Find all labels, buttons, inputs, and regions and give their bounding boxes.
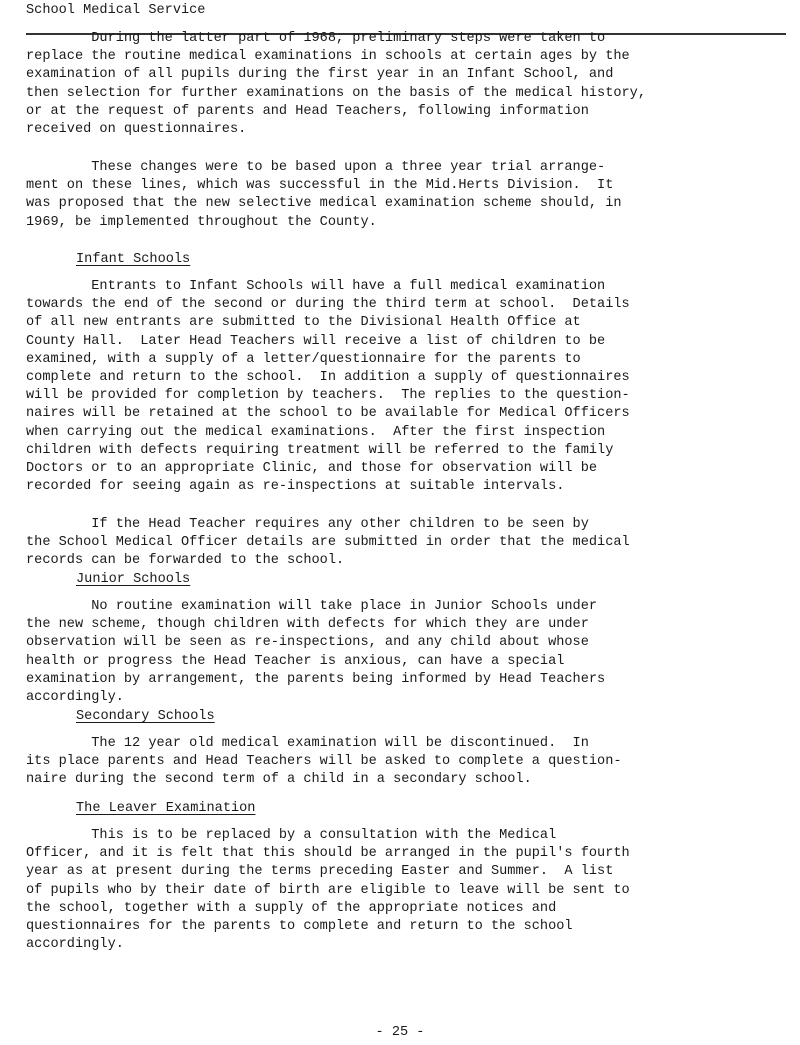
- text-line: its place parents and Head Teachers will be asked to complete a question-: [26, 754, 622, 770]
- text-line: County Hall. Later Head Teachers will receive a list of children to be: [26, 333, 606, 349]
- text-line: was proposed that the new selective medical examination scheme should, in: [26, 196, 622, 212]
- text-line: or at the request of parents and Head Teachers, following information: [26, 103, 589, 119]
- text-line: the school, together with a supply of the appropriate notices and: [26, 900, 557, 916]
- section-heading-leaver-examination: The Leaver Examination: [76, 801, 256, 816]
- text-line: examination by arrangement, the parents being informed by Head Teachers: [26, 671, 606, 687]
- text-line: These changes were to be based upon a three year trial arrange-: [26, 160, 606, 175]
- junior-paragraph: [26, 598, 790, 707]
- infant-paragraph-2: [26, 516, 790, 571]
- text-line: received on questionnaires.: [26, 122, 247, 138]
- leaver-paragraph: [26, 827, 790, 954]
- text-line: children with defects requiring treatment will be referred to the family: [26, 442, 614, 458]
- text-line: Officer, and it is felt that this should be arranged in the pupil's fourth: [26, 846, 630, 862]
- infant-paragraph-1: [26, 278, 790, 496]
- text-line: naire during the second term of a child in a secondary school.: [26, 772, 532, 788]
- text-line: During the latter part of 1968, preliminary steps were taken to: [26, 31, 606, 46]
- section-heading-infant-schools: Infant Schools: [76, 252, 191, 267]
- text-line: No routine examination will take place in Junior Schools under: [26, 599, 598, 614]
- page-title: School Medical Service: [26, 3, 206, 18]
- section-heading-secondary-schools: Secondary Schools: [76, 709, 215, 724]
- page-number: - 25 -: [375, 1025, 425, 1040]
- text-line: recorded for seeing again as re-inspections at suitable intervals.: [26, 479, 565, 495]
- text-line: naires will be retained at the school to be available for Medical Officers: [26, 406, 630, 422]
- text-line: The 12 year old medical examination will be discontinued. In: [26, 736, 589, 751]
- text-line: ment on these lines, which was successful in the Mid.Herts Division. It: [26, 178, 614, 194]
- text-line: will be provided for completion by teachers. The replies to the question-: [26, 388, 630, 404]
- text-line: of all new entrants are submitted to the Divisional Health Office at: [26, 315, 581, 331]
- text-line: then selection for further examinations on the basis of the medical history,: [26, 85, 646, 101]
- text-line: 1969, be implemented throughout the County.: [26, 214, 377, 230]
- text-line: complete and return to the school. In addition a supply of questionnaires: [26, 370, 630, 386]
- text-line: Entrants to Infant Schools will have a full medical examination: [26, 279, 606, 294]
- intro-paragraph-1: [26, 30, 790, 139]
- text-line: Doctors or to an appropriate Clinic, and those for observation will be: [26, 461, 598, 477]
- text-line: accordingly.: [26, 937, 124, 953]
- text-line: the new scheme, though children with defects for which they are under: [26, 617, 589, 633]
- intro-paragraph-2: [26, 159, 790, 232]
- section-heading-junior-schools: Junior Schools: [76, 572, 191, 587]
- text-line: towards the end of the second or during the third term at school. Details: [26, 297, 630, 313]
- text-line: when carrying out the medical examinations. After the first inspection: [26, 424, 606, 440]
- text-line: examination of all pupils during the first year in an Infant School, and: [26, 67, 614, 83]
- text-line: of pupils who by their date of birth are eligible to leave will be sent to: [26, 882, 630, 898]
- text-line: replace the routine medical examinations in schools at certain ages by the: [26, 49, 630, 65]
- text-line: If the Head Teacher requires any other children to be seen by: [26, 517, 589, 532]
- secondary-paragraph: [26, 735, 790, 790]
- text-line: health or progress the Head Teacher is anxious, can have a special: [26, 653, 565, 669]
- text-line: records can be forwarded to the school.: [26, 553, 345, 569]
- text-line: observation will be seen as re-inspections, and any child about whose: [26, 635, 589, 651]
- text-line: year as at present during the terms preceding Easter and Summer. A list: [26, 864, 614, 880]
- text-line: examined, with a supply of a letter/questionnaire for the parents to: [26, 351, 581, 367]
- text-line: the School Medical Officer details are submitted in order that the medical: [26, 535, 630, 551]
- text-line: accordingly.: [26, 690, 124, 706]
- text-line: This is to be replaced by a consultation with the Medical: [26, 828, 557, 843]
- text-line: questionnaires for the parents to complete and return to the school: [26, 919, 573, 935]
